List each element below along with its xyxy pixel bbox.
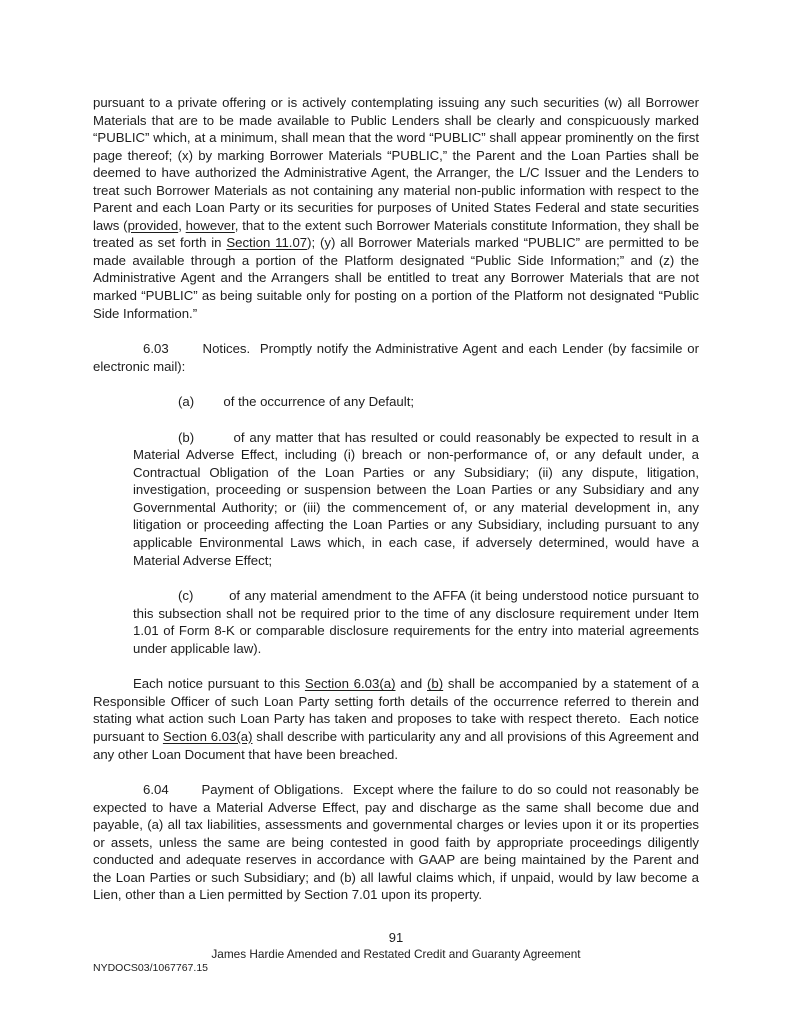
text-run: 6.03 Notices. Promptly notify the Administrative Agent and each Lender (by facsimile or electronic mail): bbox=[93, 341, 699, 374]
underlined-reference: however bbox=[185, 217, 235, 233]
underlined-reference: Section 11.07 bbox=[226, 235, 308, 251]
document-body bbox=[93, 94, 699, 904]
text-run: , that to the extent such Borrower Materials constitute Information, they shall be treated as set forth in bbox=[93, 217, 700, 251]
text-run: (a) of the occurrence of any Default; bbox=[178, 394, 415, 410]
text-run: (b) of any matter that has resulted or could reasonably be expected to result in a Material Adverse Effect, including (i) breach or non-performance of, or any default under, a Contractual Obligation of the Loan Parties or any Subsidiary; (ii) any dispute, litigation, investigation, proceeding or suspension between the Loan Parties or any Subsidiary and any Governmental Authority; or (iii) the commencement of, or any material development in, any litigation or proceeding affecting the Loan Parties or any Subsidiary, including pursuant to any applicable Environmental Laws which, in each case, if adversely determined, would have a Material Adverse Effect; bbox=[133, 429, 699, 568]
text-run: shall describe with particularity any and all provisions of this Agreement and any other Loan Document that have been breached. bbox=[93, 728, 700, 762]
underlined-reference: (b) bbox=[427, 676, 444, 692]
footer-document-reference: NYDOCS03/1067767.15 bbox=[93, 962, 208, 974]
text-run: pursuant to a private offering or is actively contemplating issuing any such securities (w) all Borrower Materials that are to be made available to Public Lenders shall be clearly and conspicuously marked “PUBLIC” which, at a minimum, shall mean that the word “PUBLIC” shall appear prominently on the first page thereof; (x) by marking Borrower Materials “PUBLIC,” the Parent and the Loan Parties shall be deemed to have authorized the Administrative Agent, the Arranger, the L/C Issuer and the Lenders to treat such Borrower Materials as not containing any material non-public information with respect to the Parent and each Loan Party or its securities for purposes of United States Federal and state securities laws ( bbox=[93, 95, 699, 233]
subparagraph-a bbox=[133, 393, 699, 411]
text-run: and bbox=[395, 676, 428, 692]
underlined-reference: Section 6.03(a) bbox=[162, 728, 253, 744]
page-number: 91 bbox=[388, 930, 404, 945]
text-run: 6.04 Payment of Obligations. Except where the failure to do so could not reasonably be expected to have a Material Adverse Effect, pay and discharge as the same shall become due and payable, (a) all tax liabilities, assessments and governmental charges or levies upon it or its properties or assets, unless the same are being contested in good faith by appropriate proceedings diligently conducted and adequate reserves in accordance with GAAP are being maintained by the Parent and the Loan Parties or such Subsidiary; and (b) all lawful claims which, if unpaid, would by law become a Lien, other than a Lien permitted by Section 7.01 upon its property. bbox=[93, 782, 699, 903]
text-run: ); (y) all Borrower Materials marked “PUBLIC” are permitted to be made available through a portion of the Platform designated “Public Side Information;” and (z) the Administrative Agent and the Arrangers shall be entitled to treat any Borrower Materials that are not marked “PUBLIC” as being suitable only for posting on a portion of the Platform not designated “Public Side Information.” bbox=[93, 235, 699, 321]
text-run: (c) of any material amendment to the AFFA (it being understood notice pursuant to this subsection shall not be required prior to the time of any disclosure requirement under Item 1.01 of Form 8-K or comparable disclosure requirements for the entry into material agreements under applicable law). bbox=[133, 588, 699, 656]
subparagraph-b bbox=[133, 429, 699, 569]
footer-document-title: James Hardie Amended and Restated Credit and Guaranty Agreement bbox=[211, 947, 581, 961]
text-run: , bbox=[178, 217, 186, 233]
subparagraph-c bbox=[133, 587, 699, 657]
underlined-reference: provided bbox=[127, 217, 179, 233]
paragraph-notice-statement bbox=[93, 675, 699, 763]
underlined-reference: Section 6.03(a) bbox=[304, 676, 396, 692]
text-run: Each notice pursuant to this bbox=[133, 676, 305, 692]
text-run: shall be accompanied by a statement of a Responsible Officer of such Loan Party setting forth details of the occurrence referred to therein and stating what action such Loan Party has taken and proposes to take with respect thereto. Each notice pursuant to bbox=[93, 676, 699, 744]
paragraph-section-6-04-payment bbox=[93, 781, 699, 904]
paragraph-section-6-03-notices bbox=[93, 340, 699, 375]
paragraph-continuation-public-lenders bbox=[93, 94, 699, 322]
